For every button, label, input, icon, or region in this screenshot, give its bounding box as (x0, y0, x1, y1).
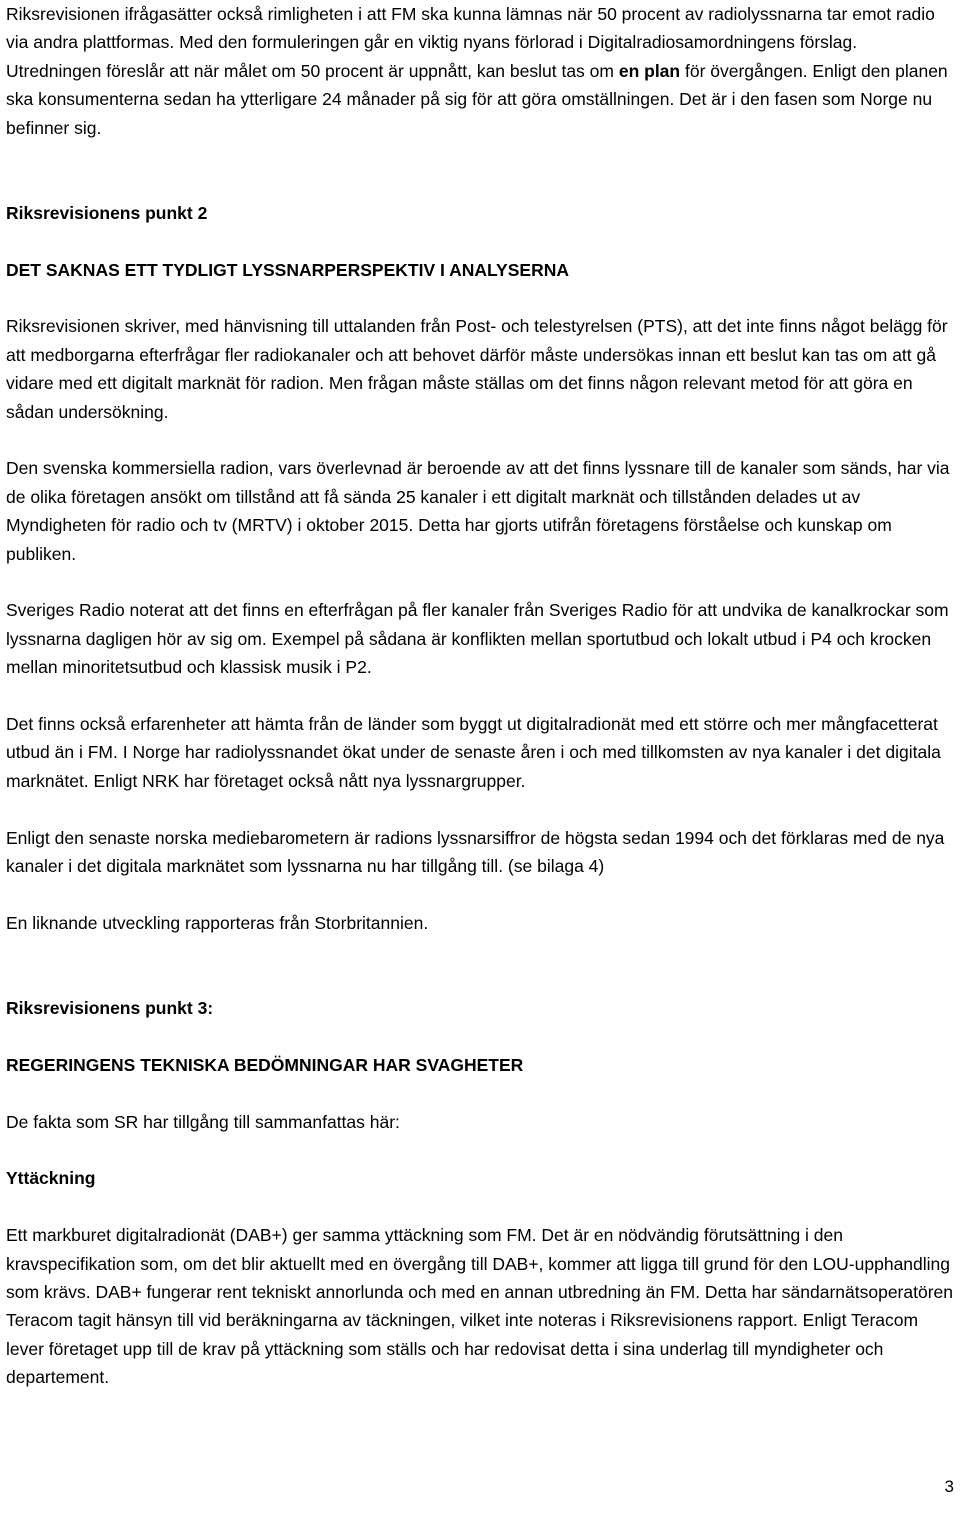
section2-paragraph-2: Den svenska kommersiella radion, vars överlevnad är beroende av att det finns lyssnare till de kanaler som sänds, har via de olika företagen ansökt om tillstånd att få sända 25 kanaler i ett digitalt marknät och tillstånden delades ut av Myndigheten för radio och tv (MRTV) i oktober 2015. Detta har gjorts utifrån företagens förståelse och kunskap om publiken. (6, 458, 950, 564)
section3-intro: De fakta som SR har tillgång till sammanfattas här: (6, 1111, 400, 1132)
section3-heading: Riksrevisionens punkt 3: (6, 998, 214, 1019)
section3-subsection-title: Yttäckning (6, 1168, 96, 1189)
document-page (6, 0, 956, 1392)
section2-paragraph-3: Sveriges Radio noterat att det finns en efterfrågan på fler kanaler från Sveriges Radio för att undvika de kanalkrockar som lyssnarna dagligen hör av sig om. Exempel på sådana är konflikten mellan sportutbud och lokalt utbud i P4 och krocken mellan minoritetsutbud och klassisk musik i P2. (6, 600, 949, 678)
section2-paragraph-5: Enligt den senaste norska mediebarometern är radions lyssnarsiffror de högsta sedan 1994 och det förklaras med de nya kanaler i det digitala marknätet som lyssnarna nu har tillgång till. (se bilaga 4) (6, 827, 945, 877)
section2-heading: Riksrevisionens punkt 2 (6, 202, 208, 223)
section2-paragraph-6: En liknande utveckling rapporteras från Storbritannien. (6, 912, 429, 933)
section2-paragraph-4: Det finns också erfarenheter att hämta från de länder som byggt ut digitalradionät med ett större och mer mångfacetterat utbud än i FM. I Norge har radiolyssnandet ökat under de senaste åren i och med tillkomsten av nya kanaler i det digitala marknätet. Enligt NRK har företaget också nått nya lyssnargrupper. (6, 714, 941, 791)
section3-subheading: REGERINGENS TEKNISKA BEDÖMNINGAR HAR SVAGHETER (6, 1054, 524, 1075)
intro-bold-phrase: en plan (618, 60, 681, 81)
intro-paragraph (6, 0, 956, 142)
page-number: 3 (944, 1476, 954, 1496)
section2-subheading: DET SAKNAS ETT TYDLIGT LYSSNARPERSPEKTIV I ANALYSERNA (6, 259, 569, 280)
section2-paragraph-1: Riksrevisionen skriver, med hänvisning till uttalanden från Post- och telestyrelsen (PTS), att det inte finns något belägg för att medborgarna efterfrågar fler radiokanaler och att behovet därför måste undersökas innan ett beslut kan tas om att gå vidare med ett digitalt marknät för radion. Men frågan måste ställas om det finns någon relevant metod för att göra en sådan undersökning. (6, 316, 948, 422)
section3-body: Ett markburet digitalradionät (DAB+) ger samma yttäckning som FM. Det är en nödvändig förutsättning i den kravspecifikation som, om det blir aktuellt med en övergång till DAB+, kommer att ligga till grund för den LOU-upphandling som krävs. DAB+ fungerar rent tekniskt annorlunda och med en annan utbredning än FM. Detta har sändarnätsoperatören Teracom tagit hänsyn till vid beräkningarna av täckningen, vilket inte noteras i Riksrevisionens rapport. Enligt Teracom lever företaget upp till de krav på yttäckning som ställs och har redovisat detta i sina underlag till myndigheter och departement. (6, 1225, 954, 1388)
intro-text-start: Riksrevisionen ifrågasätter också rimligheten i att FM ska kunna lämnas när 50 procent av radiolyssnarna tar emot radio via andra plattformas. Med den formuleringen går en viktig nyans förlorad i Digitalradiosamordningens förslag. Utredningen föreslår att när målet om 50 procent är uppnått, kan beslut tas om (6, 4, 935, 81)
intro-text-end: för övergången. Enligt den planen ska konsumenterna sedan ha ytterligare 24 månader på sig för att göra omställningen. Det är i den fasen som Norge nu befinner sig. (6, 60, 948, 138)
